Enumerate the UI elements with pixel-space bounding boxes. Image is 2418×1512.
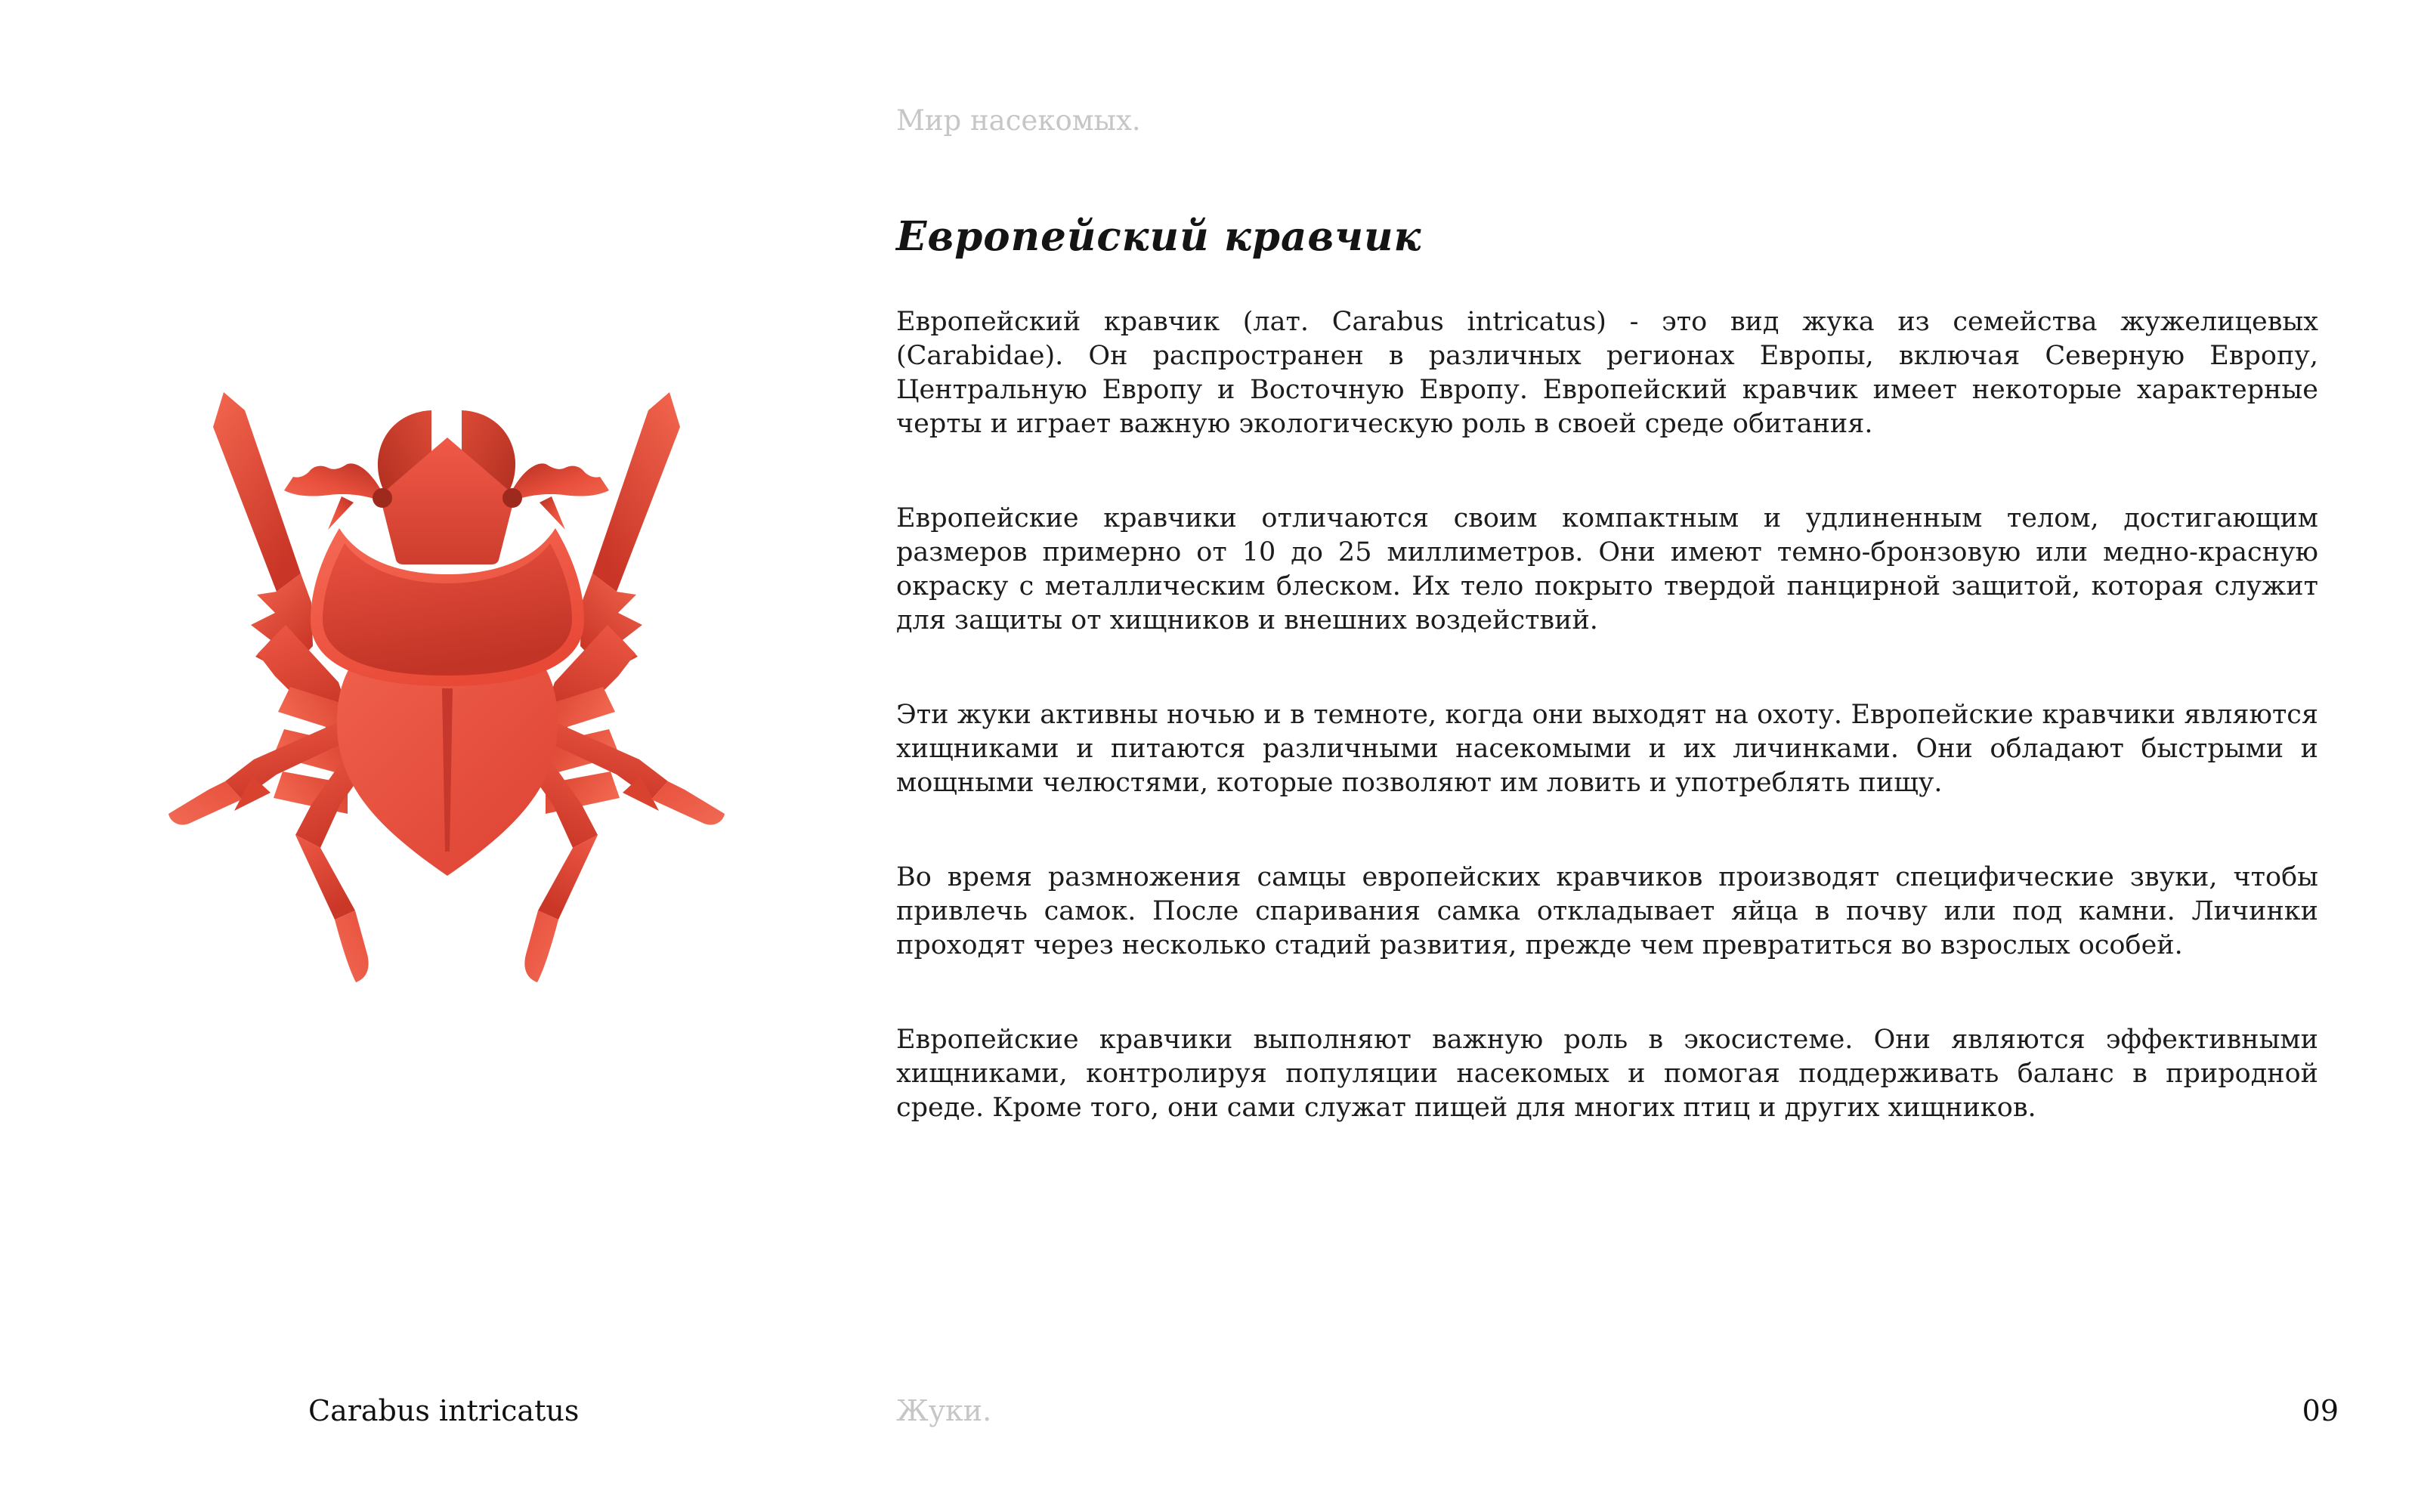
section-kicker: Мир насекомых.: [896, 104, 1141, 137]
footer-page-number: 09: [2302, 1394, 2339, 1427]
page-title: Европейский кравчик: [896, 212, 1422, 260]
beetle-eye: [373, 488, 392, 508]
paragraph-ecosystem: Европейские кравчики выполняют важную роль в экосистеме. Они являются эффективными хищниками, контролируя популяции насекомых и помогая поддерживать баланс в природной среде. Кроме того, они сами служат пищей для многих птиц и других хищников.: [896, 1025, 2318, 1123]
article-body: [896, 305, 2318, 1186]
paragraph-appearance: Европейские кравчики отличаются своим компактным и удлиненным телом, достигающим размеров примерно от 10 до 25 миллиметров. Они имеют темно-бронзовую или медно-красную окраску с металлическим блеском. Их тело покрыто твердой панцирной защитой, которая служит для защиты от хищников и внешних воздействий.: [896, 503, 2318, 635]
beetle-eye: [502, 488, 522, 508]
paragraph-intro: Европейский кравчик (лат. Carabus intricatus) - это вид жука из семейства жужелицевых (Carabidae). Он распространен в различных регионах Европы, включая Северную Европу, Центральную Европу и Восточную Европу. Европейский кравчик имеет некоторые характерные черты и играет важную экологическую роль в своей среде обитания.: [896, 307, 2318, 439]
beetle-illustration: [163, 389, 730, 982]
footer-species-name: Carabus intricatus: [308, 1394, 580, 1427]
footer-section-label: Жуки.: [896, 1394, 992, 1427]
paragraph-reproduction: Во время размножения самцы европейских кравчиков производят специфические звуки, чтобы привлечь самок. После спаривания самка откладывает яйца в почву или под камни. Личинки проходят через несколько стадий развития, прежде чем превратиться во взрослых особей.: [896, 862, 2318, 960]
beetle-figure: [163, 389, 730, 982]
paragraph-behavior: Эти жуки активны ночью и в темноте, когда они выходят на охоту. Европейские кравчики являются хищниками и питаются различными насекомыми и их личинками. Они обладают быстрыми и мощными челюстями, которые позволяют им ловить и употреблять пищу.: [896, 700, 2318, 798]
